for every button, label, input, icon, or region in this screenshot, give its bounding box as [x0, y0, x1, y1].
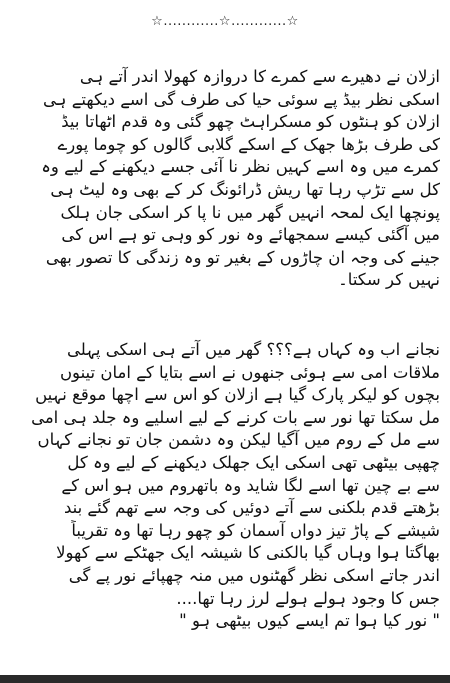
paragraph-2 [10, 339, 440, 633]
text-line: چھپی بیٹھی تھی اسکی ایک جھلک دیکھنے کے لیے وہ کل [67, 452, 440, 472]
divider-dots: ............ [231, 14, 287, 29]
star-outline-icon: ☆ [151, 14, 164, 29]
star-outline-icon: ☆ [218, 14, 232, 29]
bottom-edge-bar [0, 675, 450, 683]
text-line: بڑھتے قدم بلکنی سے آتے دوئیں کی وجہ سے تھم گئے بند [63, 498, 440, 518]
text-line: ملاقات امی سے ہوئی جنھوں نے اسے بتایا کے امان تینوں [59, 362, 440, 382]
text-line: پونچھا ایک لمحہ انہیں گھر میں نا پا کر اسکی جان ہلک [60, 202, 440, 222]
text-line: جینے کی وجہ ان چاڑوں کے بغیر تو وہ زندگی کا تصور بھی [45, 247, 440, 267]
text-line: سے بے چین تھا اسے لگا شاید وہ باتھروم میں ہو اس کے [61, 475, 440, 495]
text-line: کل سے تڑپ رہا تھا ریش ڈرائونگ کر کے بھی وہ لیٹ ہی [50, 179, 440, 199]
paragraph-1 [10, 66, 440, 292]
text-line: " نور کیا ہوا تم ایسے کیوں بیٹھی ہو " [179, 611, 440, 631]
text-line: کمرے میں وہ اسے کہیں نظر نا آئی جسے دیکھنے کے لیے وہ [41, 157, 440, 177]
star-outline-icon: ☆ [286, 14, 299, 29]
text-line: نجانے اب وہ کہاں ہے؟؟؟ گھر میں آتے ہی اسکی پہلی [67, 340, 440, 359]
text-line: مل سکتا تھا نور سے بات کرنے کے لیے اسلیے وہ جلد ہی امی [31, 407, 440, 427]
text-line: اندر جاتے اسکی نظر گھٹنوں میں منہ چھپائے نور پے گی [68, 565, 440, 585]
divider-dots: ............ [163, 14, 219, 29]
text-line: بچوں کو لیکر پارک گیا ہے ازلان کو اس سے اچھا موقع نہیں [35, 385, 440, 405]
text-line: ازلان نے دھیرے سے کمرے کا دروازہ کھولا اندر آتے ہی [79, 67, 440, 86]
text-line: بھاگتا ہوا وہاں گیا بالکنی کا شیشہ ایک جھٹکے سے کھولا [56, 543, 440, 563]
text-line: ازلان کو ہنٹوں کو مسکراہٹ چھو گئی وہ قدم اٹھاتا بیڈ [61, 112, 440, 132]
text-line: میں آگئی کیسے سمجھائے وہ نور کو وہی تو ہے اس کی [61, 225, 440, 245]
text-line: کی طرف بڑھا جھک کے اسکے گلابی گالوں کو چوما پورے [57, 134, 440, 154]
section-divider [0, 14, 450, 29]
text-line: سے مل کے روم میں آگیا لیکن وہ دشمن جان تو نجانے کہاں [37, 430, 440, 450]
text-line: شیشے کے پاڑ تیز دواں آسمان کو چھو رہا تھا وہ تقریباً [71, 520, 440, 540]
text-line: جس کا وجود ہولے ہولے لرز رہا تھا.... [176, 588, 440, 608]
text-line: اسکی نظر بیڈ پے سوئی حیا کی طرف گی اسے دیکھتے ہی [43, 89, 440, 109]
text-line: نہیں کر سکتا۔ [338, 270, 440, 290]
